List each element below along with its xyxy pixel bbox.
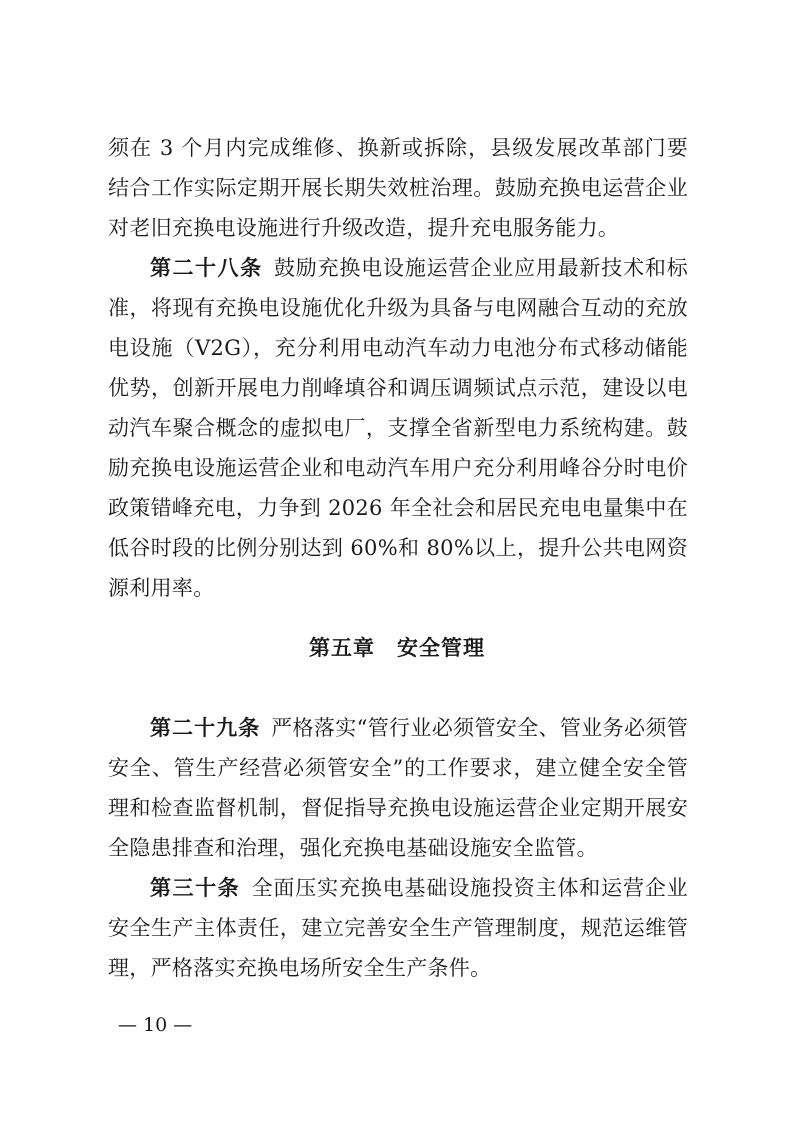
article-30-text: 全面压实充换电基础设施投资主体和运营企业安全生产主体责任，建立完善安全生产管理制度，规范运维管理，严格落实充换电场所安全生产条件。: [108, 876, 689, 980]
page-number: — 10 —: [118, 1014, 193, 1036]
chapter-title: 第五章 安全管理: [309, 636, 485, 660]
paragraph-continuation: 须在 3 个月内完成维修、换新或拆除，县级发展改革部门要结合工作实际定期开展长期失效桩治理。鼓励充换电运营企业对老旧充换电设施进行升级改造，提升充电服务能力。: [108, 136, 688, 240]
text-block-top: [108, 128, 688, 608]
article-29-text: 严格落实“管行业必须管安全、管业务必须管安全、管生产经营必须管安全”的工作要求，建立健全安全管理和检查监督机制，督促指导充换电设施运营企业定期开展安全隐患排查和治理，强化充换电基础设施安全监管。: [108, 716, 689, 860]
article-29: [108, 708, 688, 868]
article-30: [108, 868, 688, 988]
article-28-label: 第二十八条: [150, 256, 263, 280]
article-28-text: 鼓励充换电设施运营企业应用最新技术和标准，将现有充换电设施优化升级为具备与电网融合互动的充放电设施（V2G），充分利用电动汽车动力电池分布式移动储能优势，创新开展电力削峰填谷和调压调频试点示范，建设以电动汽车聚合概念的虚拟电厂，支撑全省新型电力系统构建。鼓励充换电设施运营企业和电动汽车用户充分利用峰谷分时电价政策错峰充电，力争到 2026 年全社会和居民充电电量集中在低谷时段的比例分别达到 60%和 80%以上，提升公共电网资源利用率。: [108, 256, 689, 600]
article-29-label: 第二十九条: [150, 716, 261, 740]
article-30-label: 第三十条: [150, 876, 241, 900]
article-28: [108, 248, 688, 608]
text-block-bottom: [108, 708, 688, 988]
